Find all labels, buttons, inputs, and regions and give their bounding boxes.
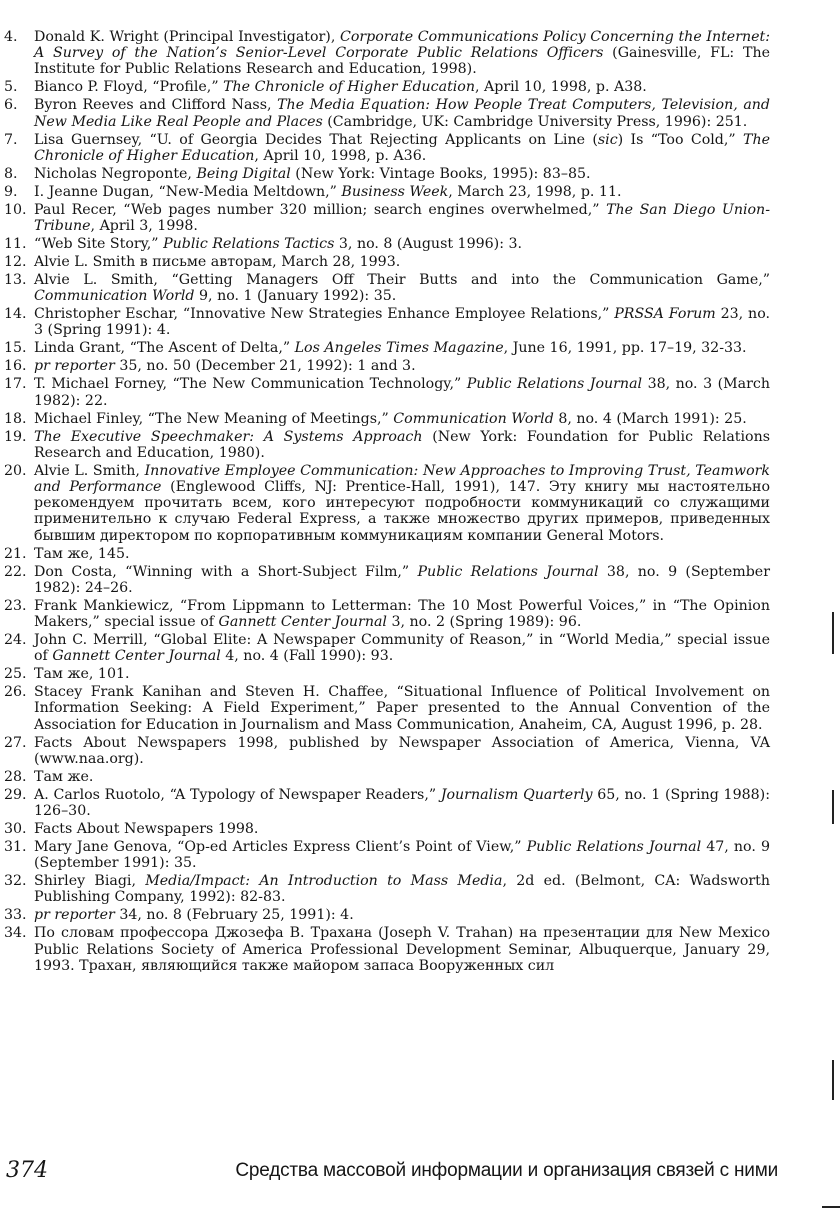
italic-title: Los Angeles Times Magazine — [294, 340, 504, 357]
text-run: Linda Grant, “The Ascent of Delta,” — [34, 340, 295, 357]
text-run: (Gainesville, FL: The Institute for Public Relations Research and Education, 1998). — [34, 45, 770, 78]
endnote-number: 6. — [4, 97, 18, 114]
text-run: Facts About Newspapers 1998, published by Newspaper Association of America, Vienna, VA (www.naa.org). — [34, 734, 770, 767]
endnote-text — [34, 598, 770, 630]
endnote-text — [34, 735, 770, 767]
endnote-text — [34, 684, 770, 733]
italic-title: The Media Equation: How People Treat Computers, Television, and New Media Like Real People and Places — [34, 97, 770, 130]
text-run: 4, no. 4 (Fall 1990): 93. — [220, 648, 394, 665]
text-run: , June 16, 1991, pp. 17–19, 32-33. — [503, 340, 747, 357]
endnote-item — [4, 564, 770, 596]
endnote-text — [34, 666, 770, 682]
italic-title: Innovative Employee Communication: New Approaches to Improving Trust, Teamwork and Performance — [34, 462, 770, 496]
italic-title: PRSSA Forum — [614, 306, 716, 323]
text-run: Lisa Guernsey, “U. of Georgia Decides That Rejecting Applicants on Line ( — [34, 131, 598, 148]
text-run: A. Carlos Ruotolo, “A Typology of Newspaper Readers,” — [34, 786, 441, 803]
endnote-item — [4, 272, 770, 304]
endnote-number: 4. — [4, 29, 18, 45]
endnote-number: 9. — [4, 183, 18, 200]
endnote-text — [34, 873, 770, 905]
text-run: I. Jeanne Dugan, “New-Media Meltdown,” — [34, 183, 342, 200]
endnote-text — [34, 769, 770, 785]
text-run: Alvie L. Smith в письме авторам, March 28, 1993. — [34, 254, 401, 271]
italic-title: Gannett Center Journal — [52, 648, 221, 665]
endnote-text — [34, 358, 770, 374]
text-run: 65, no. 1 (Spring 1988): 126–30. — [34, 786, 770, 820]
text-run: Frank Mankiewicz, “From Lippmann to Letterman: The 10 Most Powerful Voices,” in “The Opinion Makers,” special issue of — [34, 597, 770, 631]
italic-title: Corporate Communications Policy Concerning the Internet: A Survey of the Nation’s Senior-Level Corporate Public Relations Officers — [34, 29, 770, 62]
endnote-number: 34. — [4, 925, 27, 942]
endnote-number: 29. — [4, 786, 27, 803]
margin-rule — [832, 612, 834, 654]
text-run: 9, no. 1 (January 1992): 35. — [194, 288, 397, 305]
endnote-text — [34, 132, 770, 164]
text-run: По словам профессора Джозефа В. Трахана (Joseph V. Trahan) на презентации для New Mexico Public Relations Society of America Professional Development Seminar, Albuquerque, January 29, 1993. Трахан, являющийся также майором запаса Вооруженных сил — [34, 925, 770, 974]
endnote-text — [34, 907, 770, 923]
text-run: Stacey Frank Kanihan and Steven H. Chaffee, “Situational Influence of Political Involvement on Information Seeking: A Field Experiment,” Paper presented to the Annual Convention of the Association for Education in Journalism and Mass Communication, Anaheim, CA, August 1996, p. 28. — [34, 684, 770, 733]
italic-title: Gannett Center Journal — [218, 614, 387, 631]
endnote-text — [34, 546, 770, 562]
text-run: , April 10, 1998, p. A36. — [254, 147, 427, 164]
text-run: 23, no. 3 (Spring 1991): 4. — [34, 306, 770, 339]
text-run: 3, no. 8 (August 1996): 3. — [334, 236, 523, 253]
endnote-text — [34, 166, 770, 182]
endnote-text — [34, 236, 770, 252]
endnote-item — [4, 787, 770, 819]
italic-title: Public Relations Journal — [466, 376, 643, 393]
text-run: Donald K. Wright (Principal Investigator), — [34, 29, 340, 45]
endnote-item — [4, 184, 770, 200]
text-run: (Cambridge, UK: Cambridge University Press, 1996): 251. — [322, 113, 748, 130]
endnotes-list — [4, 29, 770, 976]
text-run: “Web Site Story,” — [34, 236, 164, 253]
endnote-item — [4, 873, 770, 905]
endnote-item — [4, 684, 770, 733]
text-run: Там же, 101. — [34, 666, 130, 683]
endnote-number: 21. — [4, 545, 27, 562]
italic-title: Public Relations Journal — [417, 563, 599, 580]
endnote-number: 11. — [4, 236, 27, 253]
margin-rule — [832, 790, 834, 824]
endnote-number: 13. — [4, 272, 27, 289]
endnote-item — [4, 236, 770, 252]
endnote-item — [4, 29, 770, 78]
endnote-item — [4, 411, 770, 427]
endnote-number: 27. — [4, 734, 27, 751]
text-run: Christopher Eschar, “Innovative New Strategies Enhance Employee Relations,” — [34, 306, 615, 323]
endnote-text — [34, 429, 770, 461]
italic-title: pr reporter — [34, 358, 115, 375]
text-run: (Englewood Cliffs, NJ: Prentice-Hall, 1991), 147. Эту книгу мы настоятельно рекомендуем прочитать всем, кого интересуют подробности коммуникаций со служащими применительно к случаю Federal Express, а также множество других примеров, приведенных бывшим директором по корпоративным коммуникациям компании General Motors. — [34, 479, 770, 544]
endnote-number: 18. — [4, 410, 27, 427]
endnote-number: 31. — [4, 839, 27, 856]
text-run: Там же. — [34, 768, 94, 785]
endnote-number: 15. — [4, 340, 27, 357]
endnote-text — [34, 632, 770, 664]
text-run: T. Michael Forney, “The New Communication Technology,” — [34, 376, 467, 393]
text-run: 47, no. 9 (September 1991): 35. — [34, 839, 770, 872]
italic-title: The Chronicle of Higher Education — [34, 131, 771, 164]
endnote-number: 25. — [4, 666, 27, 683]
endnote-item — [4, 463, 770, 544]
italic-title: Communication World — [34, 288, 195, 305]
endnote-item — [4, 598, 770, 630]
italic-title: The Chronicle of Higher Education — [223, 79, 475, 96]
text-run: Mary Jane Genova, “Op-ed Articles Express Client’s Point of View,” — [34, 839, 527, 856]
page-footer — [6, 1158, 778, 1188]
text-run: 3, no. 2 (Spring 1989): 96. — [386, 614, 582, 631]
endnote-number: 22. — [4, 563, 27, 580]
endnote-item — [4, 306, 770, 338]
text-run: John C. Merrill, “Global Elite: A Newspaper Community of Reason,” in “World Media,” special issue of — [34, 632, 770, 665]
endnote-number: 7. — [4, 131, 18, 148]
endnote-item — [4, 666, 770, 682]
text-run: Nicholas Negroponte, — [34, 165, 197, 182]
endnote-text — [34, 787, 770, 819]
italic-title: Media/Impact: An Introduction to Mass Media — [145, 873, 503, 890]
text-run: 35, no. 50 (December 21, 1992): 1 and 3. — [114, 358, 416, 375]
endnote-item — [4, 925, 770, 974]
endnote-text — [34, 376, 770, 408]
text-run: , 2d ed. (Belmont, CA: Wadsworth Publishing Company, 1992): 82-83. — [34, 873, 771, 906]
endnote-number: 8. — [4, 165, 18, 182]
page-number: 374 — [6, 1158, 48, 1183]
endnote-text — [34, 821, 770, 837]
endnote-item — [4, 735, 770, 767]
endnote-item — [4, 632, 770, 664]
text-run: Bianco P. Floyd, “Profile,” — [34, 79, 224, 96]
italic-title: The Executive Speechmaker: A Systems Approach — [34, 428, 423, 445]
endnote-number: 17. — [4, 376, 27, 393]
text-run: , April 3, 1998. — [90, 218, 198, 235]
endnote-number: 30. — [4, 821, 27, 838]
endnote-item — [4, 166, 770, 182]
text-run: Michael Finley, “The New Meaning of Meetings,” — [34, 410, 394, 427]
text-run: 8, no. 4 (March 1991): 25. — [553, 410, 747, 427]
endnote-item — [4, 358, 770, 374]
endnote-text — [34, 254, 770, 270]
text-run: Там же, 145. — [34, 545, 130, 562]
text-run: 34, no. 8 (February 25, 1991): 4. — [114, 907, 354, 924]
endnote-item — [4, 429, 770, 461]
endnote-item — [4, 340, 770, 356]
endnote-text — [34, 97, 770, 129]
text-run: ) Is “Too Cold,” — [617, 131, 744, 148]
endnote-number: 19. — [4, 428, 27, 445]
text-run: Byron Reeves and Clifford Nass, — [34, 97, 278, 114]
text-run: (New York: Vintage Books, 1995): 83–85. — [290, 165, 591, 182]
endnote-item — [4, 254, 770, 270]
endnote-item — [4, 821, 770, 837]
endnote-text — [34, 463, 770, 544]
endnote-number: 16. — [4, 358, 27, 375]
edge-mark — [822, 1206, 840, 1208]
endnote-number: 23. — [4, 597, 27, 614]
text-run: 38, no. 9 (September 1982): 24–26. — [34, 563, 770, 596]
endnote-item — [4, 907, 770, 923]
italic-title: Public Relations Journal — [526, 839, 702, 856]
endnote-item — [4, 769, 770, 785]
endnote-text — [34, 306, 770, 338]
text-run: Paul Recer, “Web pages number 320 million; search engines overwhelmed,” — [34, 201, 607, 218]
endnote-text — [34, 29, 770, 78]
text-run: 38, no. 3 (March 1982): 22. — [34, 376, 770, 409]
italic-title: Communication World — [393, 410, 554, 427]
endnote-text — [34, 411, 770, 427]
endnote-number: 5. — [4, 79, 18, 96]
endnote-item — [4, 546, 770, 562]
text-run: Don Costa, “Winning with a Short-Subject Film,” — [34, 563, 418, 580]
endnote-item — [4, 79, 770, 95]
endnote-number: 26. — [4, 684, 27, 701]
endnote-text — [34, 202, 770, 234]
endnote-number: 10. — [4, 201, 27, 218]
endnote-text — [34, 340, 770, 356]
endnote-item — [4, 202, 770, 234]
italic-title: sic — [597, 131, 618, 148]
text-run: , April 10, 1998, p. A38. — [474, 79, 647, 96]
text-run: , March 23, 1998, p. 11. — [448, 183, 622, 200]
text-run: Shirley Biagi, — [34, 873, 146, 890]
endnote-item — [4, 839, 770, 871]
italic-title: Journalism Quarterly — [440, 786, 593, 803]
italic-title: Public Relations Tactics — [163, 236, 335, 253]
endnote-number: 14. — [4, 306, 27, 323]
endnote-item — [4, 132, 770, 164]
text-run: Facts About Newspapers 1998. — [34, 821, 259, 838]
endnote-number: 12. — [4, 254, 27, 271]
endnote-text — [34, 839, 770, 871]
italic-title: pr reporter — [34, 907, 115, 924]
endnote-item — [4, 376, 770, 408]
italic-title: Being Digital — [196, 165, 291, 182]
endnote-number: 24. — [4, 632, 27, 649]
text-run: (New York: Foundation for Public Relations Research and Education, 1980). — [34, 428, 770, 461]
endnote-number: 20. — [4, 462, 27, 479]
endnote-text — [34, 184, 770, 200]
endnote-item — [4, 97, 770, 129]
text-run: Alvie L. Smith, — [34, 462, 145, 479]
italic-title: Business Week — [341, 183, 449, 200]
text-run: Alvie L. Smith, “Getting Managers Off Their Butts and into the Communication Game,” — [34, 272, 770, 289]
endnote-text — [34, 925, 770, 974]
running-title: Средства массовой информации и организация связей с ними — [235, 1160, 778, 1181]
endnote-text — [34, 79, 770, 95]
italic-title: The San Diego Union-Tribune — [34, 201, 770, 235]
endnote-number: 32. — [4, 873, 27, 890]
endnote-text — [34, 272, 770, 304]
margin-rule — [832, 1060, 834, 1100]
endnote-text — [34, 564, 770, 596]
endnote-number: 33. — [4, 907, 27, 924]
endnote-number: 28. — [4, 768, 27, 785]
